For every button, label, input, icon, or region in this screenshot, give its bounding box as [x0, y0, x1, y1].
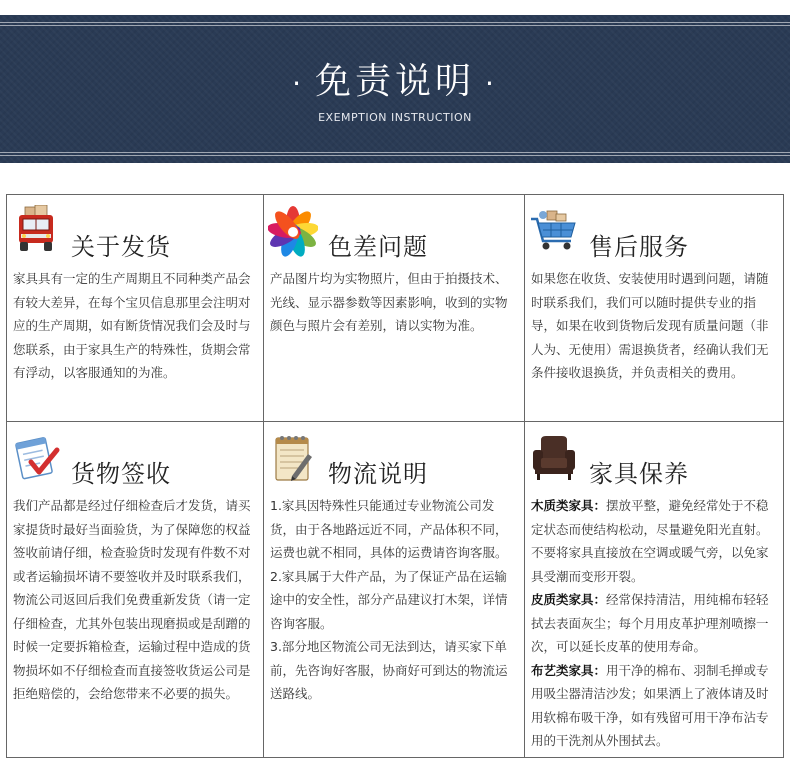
- care-item-label: 皮质类家具：: [531, 592, 607, 607]
- section-body: [525, 494, 783, 753]
- care-item-label: 布艺类家具：: [531, 662, 607, 678]
- section-title: 货物签收: [71, 460, 171, 488]
- section-header: [7, 195, 263, 267]
- title-dot-right: ·: [485, 66, 498, 100]
- section-paragraph: 2.家具属于大件产品，为了保证产品在运输途中的安全性，部分产品建议打木架，详情咨询客服。: [270, 568, 508, 631]
- section-title: 家具保养: [589, 460, 689, 488]
- care-item-leather: [531, 588, 777, 659]
- section-after-sales: [525, 195, 783, 422]
- section-shipping: [7, 195, 264, 422]
- section-title: 售后服务: [589, 233, 689, 261]
- page-title-text: 免责说明: [314, 61, 475, 102]
- clipboard-check-icon: [11, 432, 61, 484]
- shopping-cart-icon: [529, 205, 579, 257]
- section-paragraph: 1.家具因特殊性只能通过专业物流公司发货，由于各地路远近不同，产品体积不同，运费也就不相同，具体的运费请咨询客服。: [270, 498, 508, 560]
- section-receipt: [7, 422, 264, 757]
- section-body: [7, 494, 263, 706]
- section-title: 色差问题: [328, 233, 428, 261]
- section-header: [525, 422, 783, 494]
- section-color-difference: [264, 195, 525, 422]
- section-body: [7, 267, 263, 385]
- care-item-text: 经常保持清洁，用纯棉布轻轻拭去表面灰尘；每个月用皮革护理剂喷擦一次，可以延长皮革的使用寿命。: [531, 592, 769, 654]
- banner-rule: [0, 152, 790, 153]
- section-paragraph: 产品图片均为实物照片，但由于拍摄技术、光线、显示器参数等因素影响，收到的实物颜色与照片会有差别，请以实物为准。: [270, 271, 508, 333]
- delivery-truck-icon: [11, 205, 61, 257]
- banner-rule: [0, 25, 790, 26]
- section-paragraph: 我们产品都是经过仔细检查后才发货，请买家提货时最好当面验货，为了保障您的权益签收前请仔细，检查验货时发现有件数不对或者运输损坏请不要签收并及时联系我们，物流公司返回后我们免费重新发货（请一定仔细检查，尤其外包装出现磨损或是刮蹭的时候一定要拆箱检查，运输过程中造成的货物损坏如不仔细检查而直接签收货运公司是拒绝赔偿的，会给您带来不必要的损失。: [13, 498, 251, 701]
- banner-rule: [0, 22, 790, 23]
- care-item-wood: [531, 494, 777, 588]
- section-header: [7, 422, 263, 494]
- section-body: [264, 267, 524, 338]
- section-header: [264, 422, 524, 494]
- info-grid: [6, 194, 784, 758]
- notepad-icon: [268, 432, 318, 484]
- title-dot-left: ·: [292, 66, 305, 100]
- care-item-text: 用干净的棉布、羽制毛掸或专用吸尘器清洁沙发；如果洒上了液体请及时用软棉布吸干净，如有残留可用干净布沾专用的干洗剂从外围拭去。: [531, 662, 769, 748]
- section-logistics: [264, 422, 525, 757]
- section-header: [264, 195, 524, 267]
- care-item-fabric: [531, 659, 777, 753]
- section-header: [525, 195, 783, 267]
- page-subtitle: EXEMPTION INSTRUCTION: [318, 111, 472, 124]
- banner-rule: [0, 155, 790, 156]
- section-body: [525, 267, 783, 385]
- section-title: 关于发货: [71, 233, 171, 261]
- section-body: [264, 494, 524, 706]
- section-paragraph: 3.部分地区物流公司无法到达，请买家下单前，先咨询好客服，协商好可到达的物流运送路线。: [270, 639, 508, 701]
- section-title: 物流说明: [328, 460, 428, 488]
- care-item-label: 木质类家具：: [531, 498, 607, 513]
- care-item-text: 摆放平整，避免经常处于不稳定状态而使结构松动，尽量避免阳光直射。不要将家具直接放在空调或暖气旁，以免家具受潮而变形开裂。: [531, 498, 769, 584]
- section-furniture-care: [525, 422, 783, 757]
- armchair-icon: [529, 432, 579, 484]
- header-banner: [0, 15, 790, 163]
- section-paragraph: 如果您在收货、安装使用时遇到问题，请随时联系我们，我们可以随时提供专业的指导，如果在收到货物后发现有质量问题（非人为、无使用）需退换货者，经确认我们无条件接收退换货，并负责相关的费用。: [531, 271, 769, 380]
- color-palette-icon: [268, 205, 318, 257]
- page-title: [0, 53, 790, 104]
- section-paragraph: 家具具有一定的生产周期且不同种类产品会有较大差异，在每个宝贝信息那里会注明对应的生产周期，如有断货情况我们会及时与您联系，由于家具生产的特殊性，货期会常有浮动，以客服通知的为准。: [13, 271, 251, 380]
